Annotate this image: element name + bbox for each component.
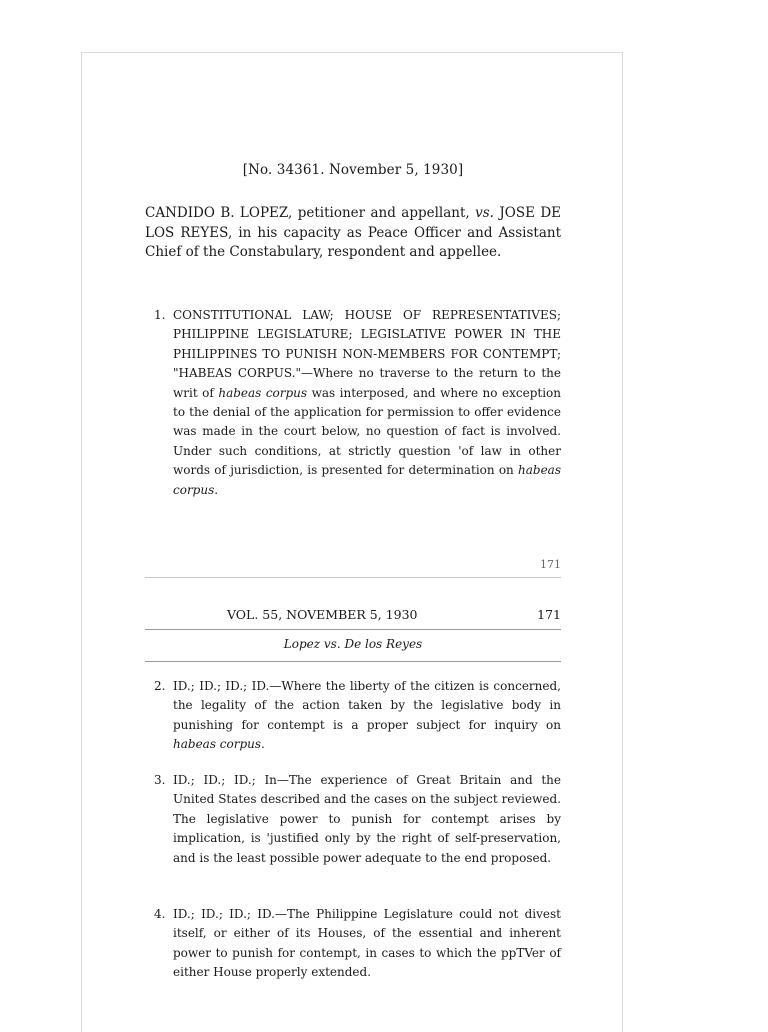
syllabus-italic: habeas corpus — [218, 385, 308, 400]
page-number-footer: 171 — [540, 558, 561, 571]
syllabus-text: was interposed, and where no exception to the denial of the application for permission to offer evidence was made in the court below, no question of fact is involved. Under such conditions, at strictly question 'of law in other words of jurisdiction, is presented for determination on — [173, 385, 561, 478]
syllabus-italic: habeas corpus — [173, 737, 262, 752]
syllabus-number: 4. — [154, 907, 166, 921]
running-title-divider — [145, 661, 561, 662]
case-parties — [145, 204, 561, 263]
syllabus-item — [154, 905, 561, 983]
syllabus-italic: habeas corpus — [173, 463, 561, 497]
syllabus-heading: ID.; ID.; ID.; In — [173, 773, 277, 787]
volume-title: VOL. 55, NOVEMBER 5, 1930 — [227, 607, 418, 622]
syllabus-text: —Where the liberty of the citizen is concerned, the legality of the action taken by the legislative body in punishing for contempt is a proper subject for inquiry on — [173, 679, 561, 732]
petitioner-role: , petitioner and appellant, — [288, 205, 476, 221]
syllabus-number: 3. — [154, 773, 166, 787]
syllabus-list-4 — [154, 905, 561, 983]
syllabus-text: . — [261, 737, 265, 752]
header-page-number: 171 — [537, 607, 561, 622]
syllabus-item — [154, 677, 561, 755]
syllabus-item — [154, 771, 561, 868]
case-number: [No. 34361. November 5, 1930] — [242, 162, 464, 178]
versus: vs. — [475, 205, 494, 221]
syllabus-list-3 — [154, 771, 561, 868]
syllabus-heading: CONSTITUTIONAL LAW; HOUSE OF REPRESENTATIVES; PHILIPPINE LEGISLATURE; LEGISLATIVE POWER IN THE PHILIPPINES TO PUNISH NON-MEMBERS FOR CONTEMPT; "HABEAS CORPUS." — [173, 308, 561, 381]
respondent-name: JOSE DE LOS REYES — [145, 205, 561, 241]
syllabus-heading: ID.; ID.; ID.; ID. — [173, 907, 275, 921]
syllabus-text: —The experience of Great Britain and the United States described and the cases on the subject reviewed. The legislative power to punish for contempt arises by implication, is 'justified only by the right of self-preservation, and is the least possible power adequate to the end proposed. — [173, 773, 561, 865]
syllabus-text: . — [214, 482, 219, 497]
running-title: Lopez vs. De los Reyes — [283, 637, 423, 651]
syllabus-number: 1. — [154, 308, 166, 322]
syllabus-heading: ID.; ID.; ID.; ID. — [173, 679, 270, 693]
page-break-divider — [145, 577, 561, 578]
respondent-role: , in his capacity as Peace Officer and Assistant Chief of the Constabulary, respondent and appellee. — [145, 224, 561, 260]
syllabus-number: 2. — [154, 679, 166, 693]
syllabus-text: —The Philippine Legislature could not divest itself, or either of its Houses, of the essential and inherent power to punish for contempt, in cases to which the ppTVer of either House properly extended. — [173, 907, 561, 980]
petitioner-name: CANDIDO B. LOPEZ — [145, 205, 289, 221]
syllabus-item — [154, 306, 561, 500]
syllabus-text: —Where no traverse to the return to the writ of — [173, 366, 561, 400]
header-divider — [145, 629, 561, 630]
document-page — [81, 52, 623, 1032]
syllabus-list-1 — [154, 306, 561, 500]
syllabus-list-2 — [154, 677, 561, 755]
